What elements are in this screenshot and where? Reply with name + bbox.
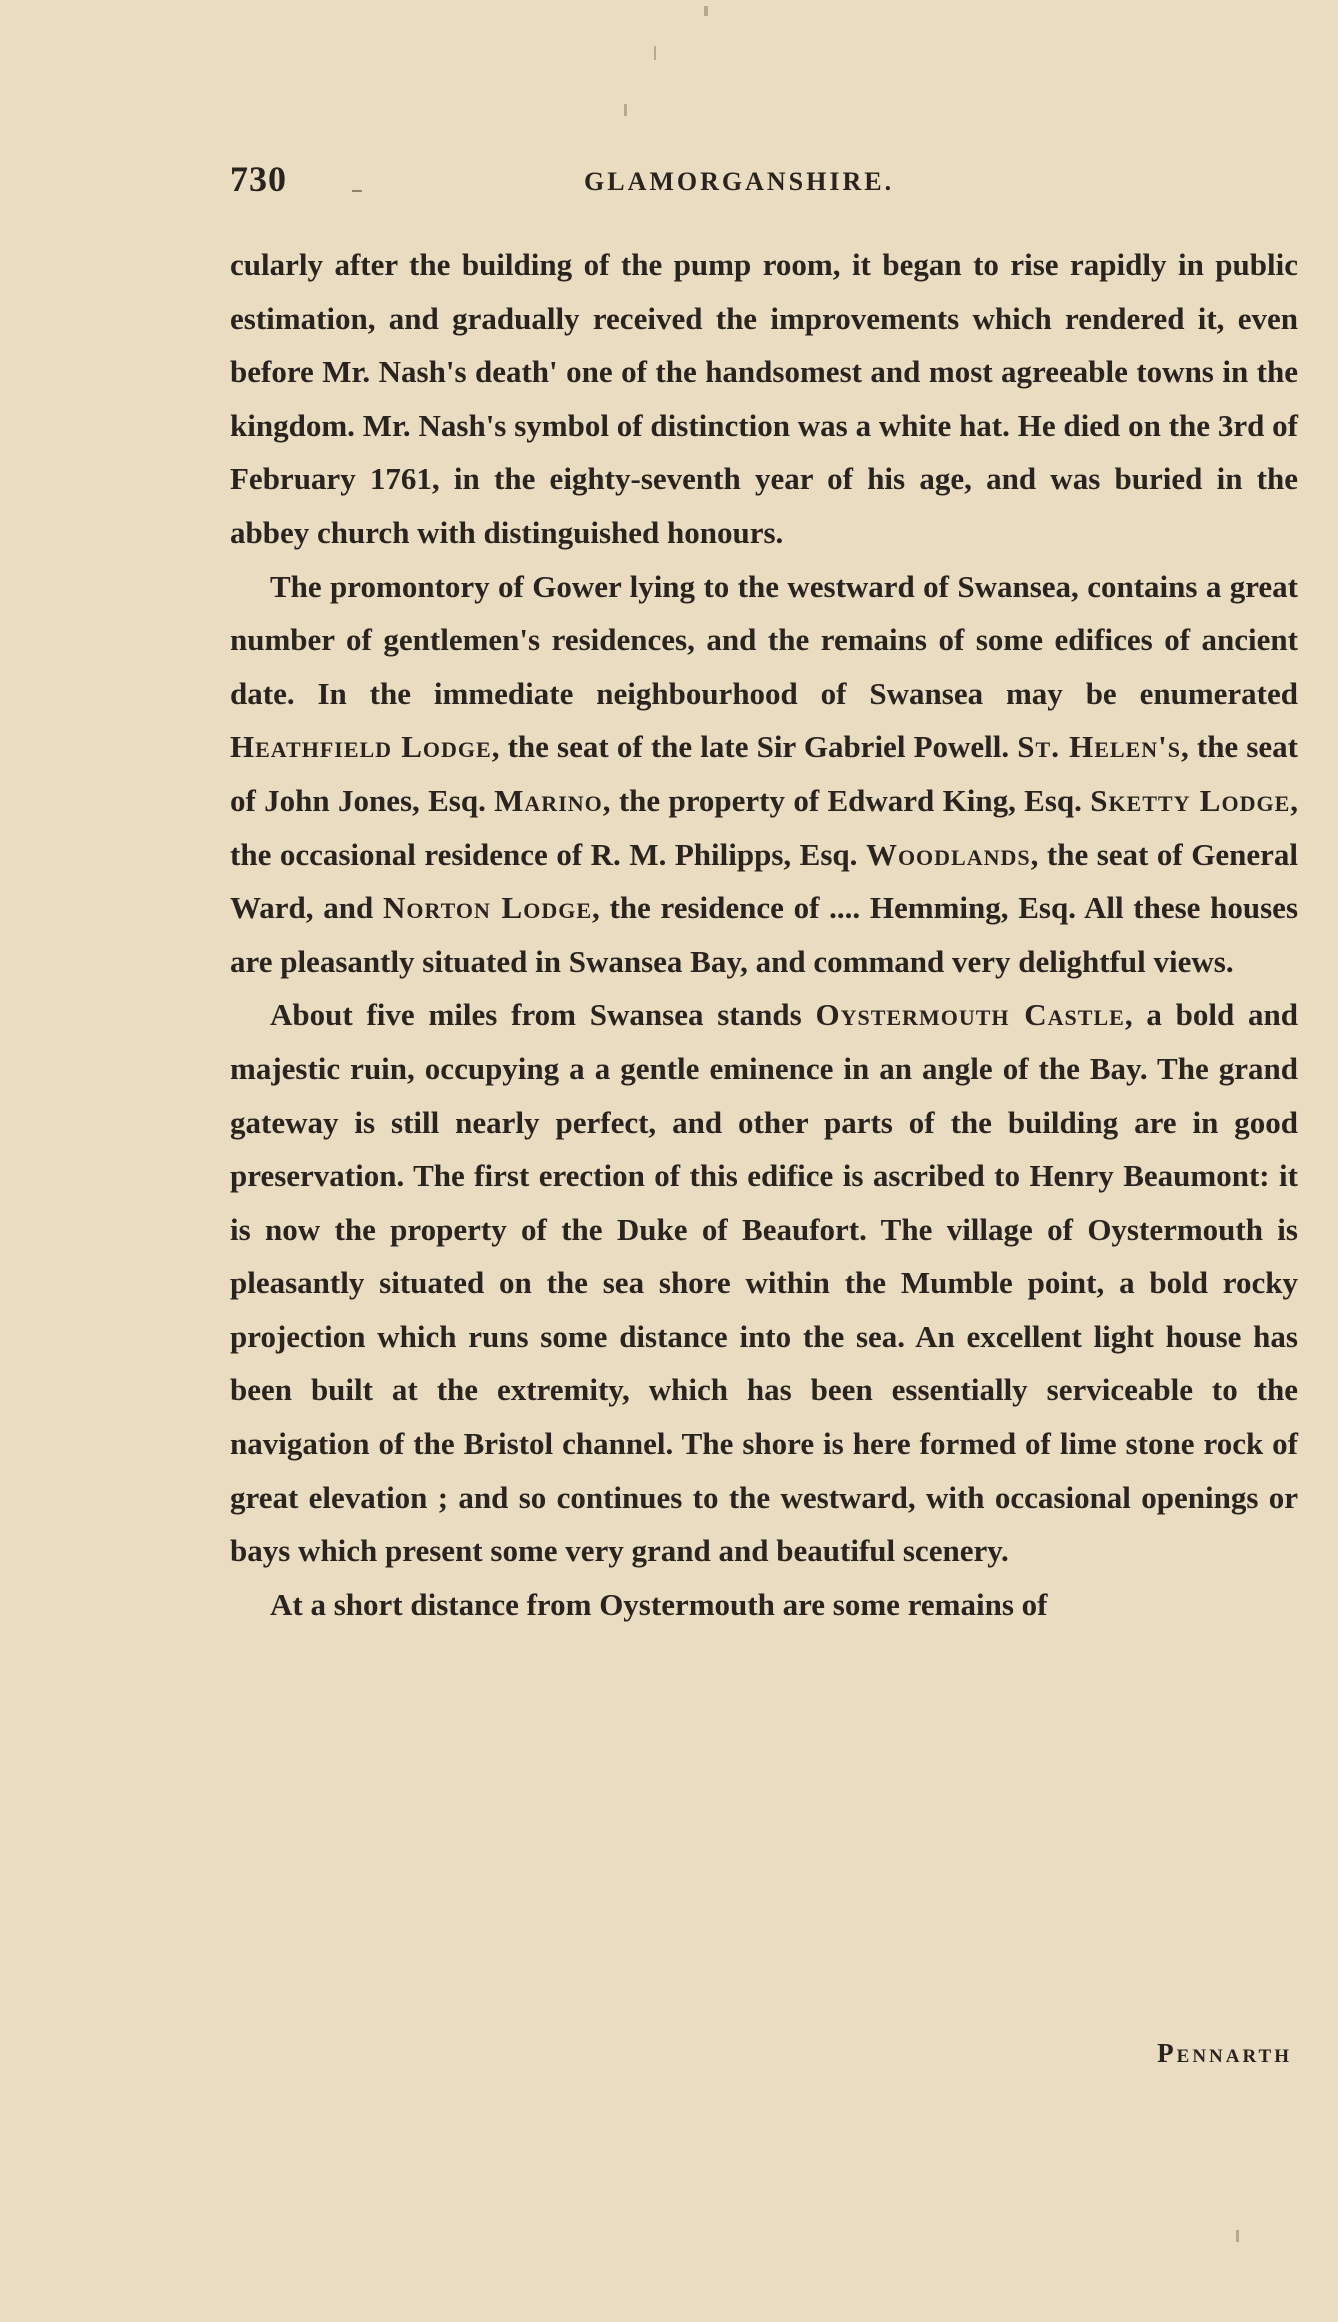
paragraph: cularly after the building of the pump room, it began to rise rapidly in public estimation, and gradually received the improvements which rendered it, even before Mr. Nash's death' one of the handsomest and most agreeable towns in the kingdom. Mr. Nash's symbol of distinction was a white hat. He died on the 3rd of February 1761, in the eighty-seventh year of his age, and was buried in the abbey church with distinguished honours. [230, 247, 1298, 550]
paragraph: At a short distance from Oystermouth are some remains of [270, 1586, 1048, 1622]
place-name: Heathfield Lodge [230, 729, 492, 765]
ink-speck [654, 46, 656, 60]
text-run: , the seat of the late Sir Gabriel Powell. [491, 729, 1018, 765]
text-run: , the seat of General Ward, and [230, 836, 1298, 926]
catchword: Pennarth [1157, 2038, 1292, 2068]
ink-speck [1236, 2230, 1239, 2242]
text-run: , a bold and majestic ruin, occupying a a gentle eminence in an angle of the Bay. The grand gateway is still nearly perfect, and other parts of the building are in good preservation. The first erection of this edifice is ascribed to Henry Beaumont: it is now the property of the Duke of Beaufort. The village of Oystermouth is pleasantly situated on the sea shore within the Mumble point, a bold rocky projection which runs some distance into the sea. An excellent light house has been built at the extremity, which has been essentially serviceable to the navigation of the Bristol channel. The shore is here formed of lime stone rock of great elevation ; and so continues to the westward, with occasional openings or bays which present some very grand and beautiful scenery. [230, 997, 1299, 1569]
place-name: Marino [494, 782, 603, 818]
text-run: About five miles from Swansea stands [270, 997, 816, 1033]
place-name: St. Helen's [1017, 729, 1181, 765]
place-name: Sketty Lodge [1090, 782, 1291, 818]
page-number: 730 [230, 159, 287, 199]
running-title: GLAMORGANSHIRE. [584, 167, 895, 196]
text-run: , the occasional residence of R. M. Philipps, Esq. [230, 782, 1299, 872]
body-text [230, 238, 1298, 1631]
place-name: Norton Lodge [382, 890, 593, 926]
text-run: The promontory of Gower lying to the westward of Swansea, contains a great number of gentlemen's residences, and the remains of some edifices of ancient date. In the immediate neighbourhood of Swansea may be enumerated [230, 568, 1298, 711]
paragraph [230, 988, 1298, 1578]
text-run: , the property of Edward King, Esq. [602, 782, 1091, 818]
paragraph [230, 560, 1298, 989]
text-run: , the residence of .... Hemming, Esq. All these houses are pleasantly situated in Swansea Bay, and command very delightful views. [230, 890, 1299, 979]
ink-speck [704, 6, 708, 16]
place-name: Oystermouth Castle [815, 997, 1125, 1033]
place-name: Woodlands [865, 836, 1031, 872]
ink-speck [624, 104, 627, 116]
text-run: , the seat of John Jones, Esq. [230, 729, 1298, 818]
page-header [230, 158, 1300, 208]
